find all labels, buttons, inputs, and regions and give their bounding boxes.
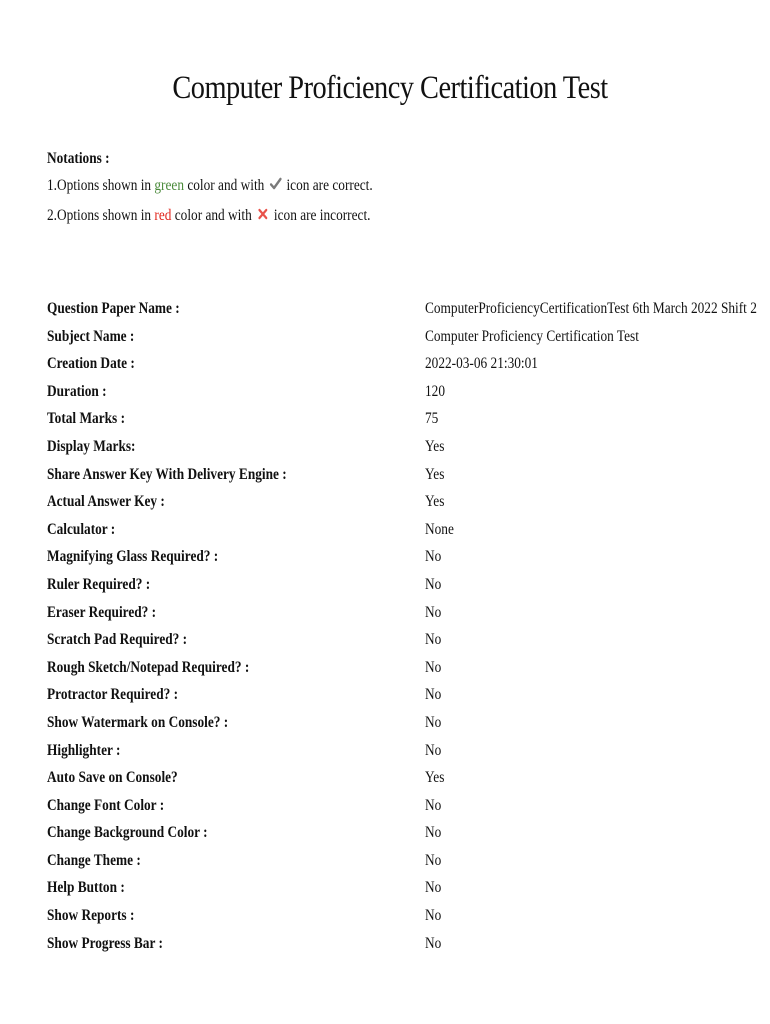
info-label: Display Marks: (47, 437, 136, 455)
info-label: Actual Answer Key : (47, 493, 165, 511)
info-row (47, 907, 737, 935)
notation-incorrect-suffix: icon are incorrect. (270, 207, 371, 224)
info-label: Rough Sketch/Notepad Required? : (47, 658, 250, 676)
info-value: Yes (425, 437, 445, 455)
info-value: No (425, 741, 442, 759)
info-value: Yes (425, 769, 445, 787)
info-value: No (425, 934, 442, 952)
info-row (47, 493, 737, 521)
info-value: No (425, 548, 442, 566)
info-row (47, 383, 737, 411)
info-label: Eraser Required? : (47, 603, 157, 621)
info-value: No (425, 658, 442, 676)
info-value: No (425, 631, 442, 649)
info-value: ComputerProficiencyCertificationTest 6th March 2022 Shift 2 (425, 300, 757, 317)
info-row (47, 714, 737, 742)
info-value: No (425, 686, 442, 704)
info-value: 120 (425, 382, 445, 400)
info-row (47, 769, 737, 797)
info-row (47, 328, 737, 356)
info-label: Duration : (47, 382, 107, 400)
info-label: Subject Name : (47, 327, 135, 345)
notations-heading: Notations : (47, 150, 110, 167)
info-value: No (425, 907, 442, 925)
info-value: No (425, 713, 442, 731)
info-value: No (425, 796, 442, 814)
info-value: None (425, 520, 454, 538)
info-value: Yes (425, 465, 445, 483)
info-value: No (425, 851, 442, 869)
info-label: Change Font Color : (47, 796, 165, 814)
info-row (47, 355, 737, 383)
info-row (47, 659, 737, 687)
notations-section (47, 150, 426, 234)
info-value: 2022-03-06 21:30:01 (425, 355, 538, 373)
info-row (47, 935, 737, 963)
notation-correct-middle: color and with (183, 177, 268, 194)
info-label: Change Background Color : (47, 824, 208, 842)
info-label: Question Paper Name : (47, 300, 180, 317)
info-label: Auto Save on Console? (47, 769, 178, 787)
info-label: Show Reports : (47, 907, 135, 925)
info-row (47, 300, 757, 328)
info-label: Calculator : (47, 520, 116, 538)
info-value: No (425, 824, 442, 842)
notation-incorrect-middle: color and with (171, 207, 256, 224)
info-value: No (425, 879, 442, 897)
paper-info-table (47, 300, 757, 962)
page-title: Computer Proficiency Certification Test (172, 70, 608, 106)
info-row (47, 852, 737, 880)
info-label: Highlighter : (47, 741, 121, 759)
info-row (47, 742, 737, 770)
info-label: Protractor Required? : (47, 686, 179, 704)
info-label: Change Theme : (47, 851, 141, 869)
info-label: Show Progress Bar : (47, 934, 163, 952)
info-label: Magnifying Glass Required? : (47, 548, 219, 566)
info-row (47, 548, 737, 576)
info-row (47, 438, 737, 466)
info-row (47, 686, 737, 714)
notation-correct-suffix: icon are correct. (283, 177, 373, 194)
notation-red-word: red (154, 207, 172, 224)
info-label: Ruler Required? : (47, 575, 151, 593)
info-value: Yes (425, 493, 445, 511)
info-value: No (425, 603, 442, 621)
info-label: Show Watermark on Console? : (47, 713, 229, 731)
info-label: Creation Date : (47, 355, 135, 373)
info-row (47, 631, 737, 659)
info-label: Help Button : (47, 879, 125, 897)
info-row (47, 466, 737, 494)
info-label: Share Answer Key With Delivery Engine : (47, 465, 287, 483)
info-row (47, 797, 737, 825)
notation-green-word: green (154, 177, 184, 194)
notation-correct-prefix: 1.Options shown in (47, 177, 155, 194)
cross-icon (257, 205, 269, 219)
info-row (47, 879, 737, 907)
info-row (47, 576, 737, 604)
info-row (47, 604, 737, 632)
notation-incorrect-line (47, 204, 373, 234)
info-row (47, 824, 737, 852)
info-value: 75 (425, 410, 439, 428)
info-row (47, 521, 737, 549)
info-value: No (425, 575, 442, 593)
notation-correct-line (47, 174, 373, 204)
check-icon (269, 175, 281, 189)
info-label: Scratch Pad Required? : (47, 631, 188, 649)
info-value: Computer Proficiency Certification Test (425, 327, 639, 345)
notation-incorrect-prefix: 2.Options shown in (47, 207, 155, 224)
info-label: Total Marks : (47, 410, 126, 428)
info-row (47, 410, 737, 438)
